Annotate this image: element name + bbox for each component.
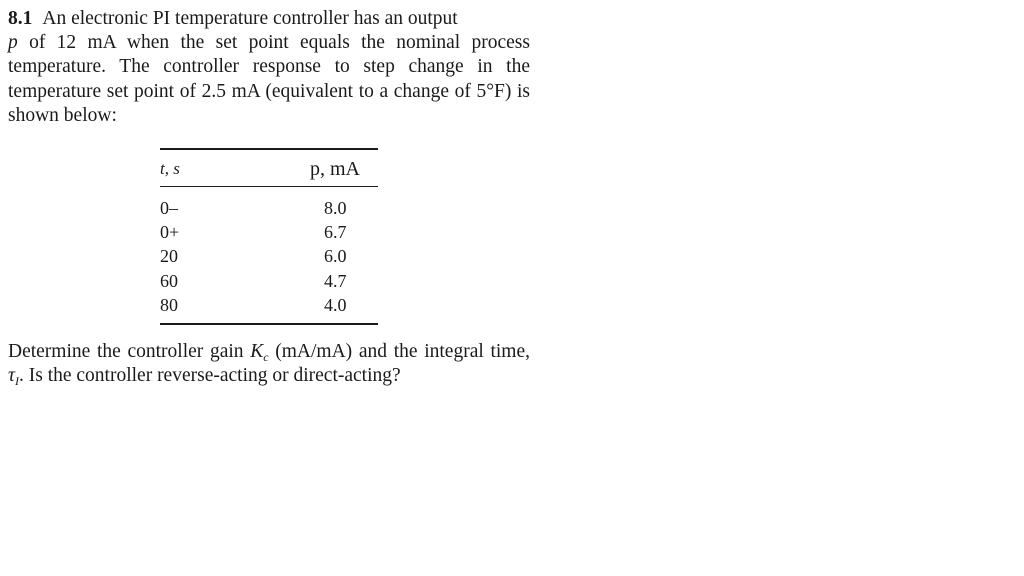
- tau-symbol: [8, 365, 19, 389]
- problem-text-line1: An electronic PI temperature controller has an output: [42, 8, 458, 29]
- table-row: [160, 245, 378, 269]
- variable-p: p: [8, 32, 18, 54]
- cell-output: 4.7: [324, 270, 347, 291]
- cell-output: 6.7: [324, 222, 347, 243]
- cell-output: 6.0: [324, 246, 347, 267]
- tau-subscript: I: [14, 374, 19, 389]
- header-time: t, s: [160, 159, 180, 178]
- question-paragraph: [8, 340, 530, 388]
- cell-output: 4.0: [324, 294, 347, 315]
- table-bottom-rule: [160, 323, 378, 325]
- table-row: [160, 270, 378, 294]
- cell-time: 0–: [160, 198, 178, 218]
- gain-symbol: [250, 341, 268, 362]
- header-output: p, mA: [310, 158, 360, 180]
- table-row: [160, 221, 378, 245]
- table-row: [160, 294, 378, 318]
- response-table: [160, 148, 378, 325]
- question-text: [8, 340, 530, 388]
- cell-time: 20: [160, 246, 178, 267]
- problem-text-rest: of 12 mA when the set point equals the nominal process temperature. The controller response to step change in the temperature set point of 2.5 mA (equivalent to a change of 5°F) is shown below:: [8, 32, 530, 126]
- cell-time: 0+: [160, 222, 180, 243]
- question-part1: Determine the controller gain: [8, 341, 251, 362]
- gain-letter: K: [250, 341, 264, 362]
- question-part3: . Is the controller reverse-acting or direct-acting?: [18, 365, 401, 387]
- gain-subscript: c: [263, 350, 269, 364]
- problem-paragraph: [8, 7, 530, 128]
- cell-time: 80: [160, 294, 178, 315]
- cell-time: 60: [160, 270, 178, 291]
- tau-letter: τ: [8, 365, 15, 387]
- question-part2: (mA/mA) and the integral time,: [268, 341, 530, 362]
- table-body: [160, 187, 378, 323]
- table-header: [160, 150, 378, 186]
- problem-statement: [8, 7, 530, 128]
- cell-output: 8.0: [324, 198, 347, 218]
- table-row: [160, 197, 378, 221]
- problem-number: 8.1: [8, 8, 33, 29]
